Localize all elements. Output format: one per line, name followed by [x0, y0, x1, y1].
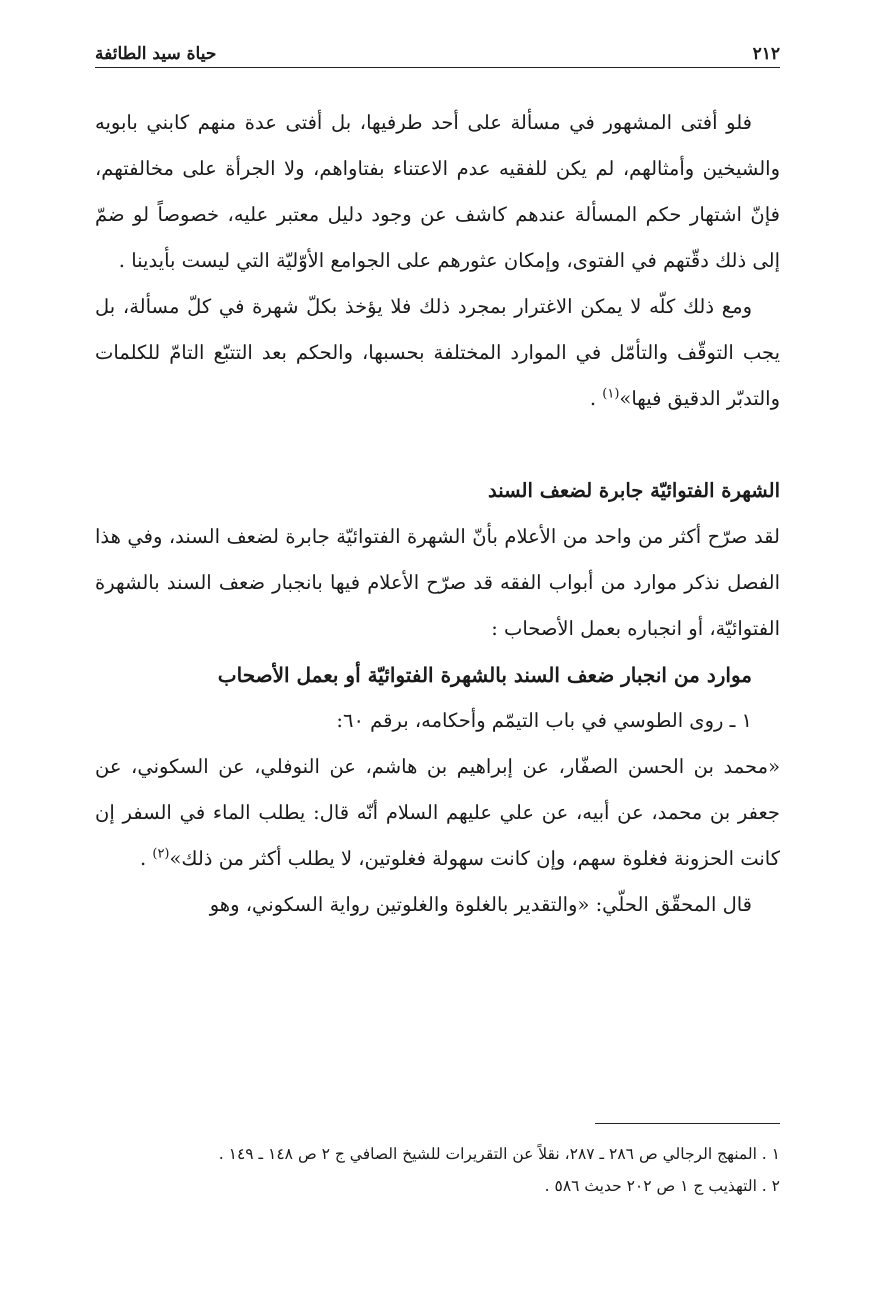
paragraph-3: لقد صرّح أكثر من واحد من الأعلام بأنّ الشهرة الفتوائيّة جابرة لضعف السند، وفي هذا الفصل نذكر موارد من أبواب الفقه قد صرّح الأعلام فيها بانجبار ضعف السند بالشهرة الفتوائيّة، أو انجباره بعمل الأصحاب :: [95, 525, 780, 640]
footnote-rule: [595, 1123, 780, 1124]
footnote-ref-2: (٢): [152, 846, 170, 862]
footnote-1: ١ . المنهج الرجالي ص ٢٨٦ ـ ٢٨٧، نقلاً عن التقريرات للشيخ الصافي ج ٢ ص ١٤٨ ـ ١٤٩ .: [218, 1145, 780, 1163]
running-header: [95, 36, 780, 64]
list-item-1: ١ ـ روى الطوسي في باب التيمّم وأحكامه، برقم ٦٠:: [336, 709, 752, 732]
header-rule: [95, 67, 780, 68]
subsection-heading: موارد من انجبار ضعف السند بالشهرة الفتوائيّة أو بعمل الأصحاب: [217, 663, 752, 687]
hadith-quote-end: .: [139, 847, 153, 870]
footnote-ref-1: (١): [602, 386, 620, 402]
book-page: [95, 0, 780, 1303]
hadith-quote: [95, 744, 780, 882]
main-text: [95, 100, 780, 928]
paragraph-2-text: ومع ذلك كلّه لا يمكن الاغترار بمجرد ذلك فلا يؤخذ بكلّ شهرة في كلّ مسألة، بل يجب التوقّف والتأمّل في الموارد المختلفة بحسبها، والحكم بعد التتبّع التامّ للكلمات والتدبّر الدقيق فيها»: [95, 295, 780, 410]
page-number: ٢١٢: [752, 44, 780, 64]
paragraph-2: [95, 284, 780, 422]
footnote-2: ٢ . التهذيب ج ١ ص ٢٠٢ حديث ٥٨٦ .: [544, 1177, 780, 1195]
paragraph-2-end: .: [589, 387, 603, 410]
paragraph-1: فلو أفتى المشهور في مسألة على أحد طرفيها، بل أفتى عدة منهم كابني بابويه والشيخين وأمثالهم، لم يكن للفقيه عدم الاعتناء بفتاواهم، ولا الجرأة على مخالفتهم، فإنّ اشتهار حكم المسألة عندهم كاشف عن وجود دليل معتبر عليه، خصوصاً لو ضمّ إلى ذلك دقّتهم في الفتوى، وإمكان عثورهم على الجوامع الأوّليّة التي ليست بأيدينا .: [95, 111, 780, 272]
section-spacer: [95, 422, 780, 468]
footnotes: [95, 1138, 780, 1202]
section-heading: الشهرة الفتوائيّة جابرة لضعف السند: [488, 479, 780, 502]
hadith-quote-text: «محمد بن الحسن الصفّار، عن إبراهيم بن هاشم، عن النوفلي، عن السكوني، عن جعفر بن محمد، عن أبيه، عن علي عليهم السلام أنّه قال: يطلب الماء في السفر إن كانت الحزونة فغلوة سهم، وإن كانت سهولة فغلوتين، لا يطلب أكثر من ذلك»: [95, 755, 780, 870]
book-title: حياة سيد الطائفة: [95, 44, 217, 64]
paragraph-4: قال المحقّق الحلّي: «والتقدير بالغلوة والغلوتين رواية السكوني، وهو: [209, 893, 752, 916]
